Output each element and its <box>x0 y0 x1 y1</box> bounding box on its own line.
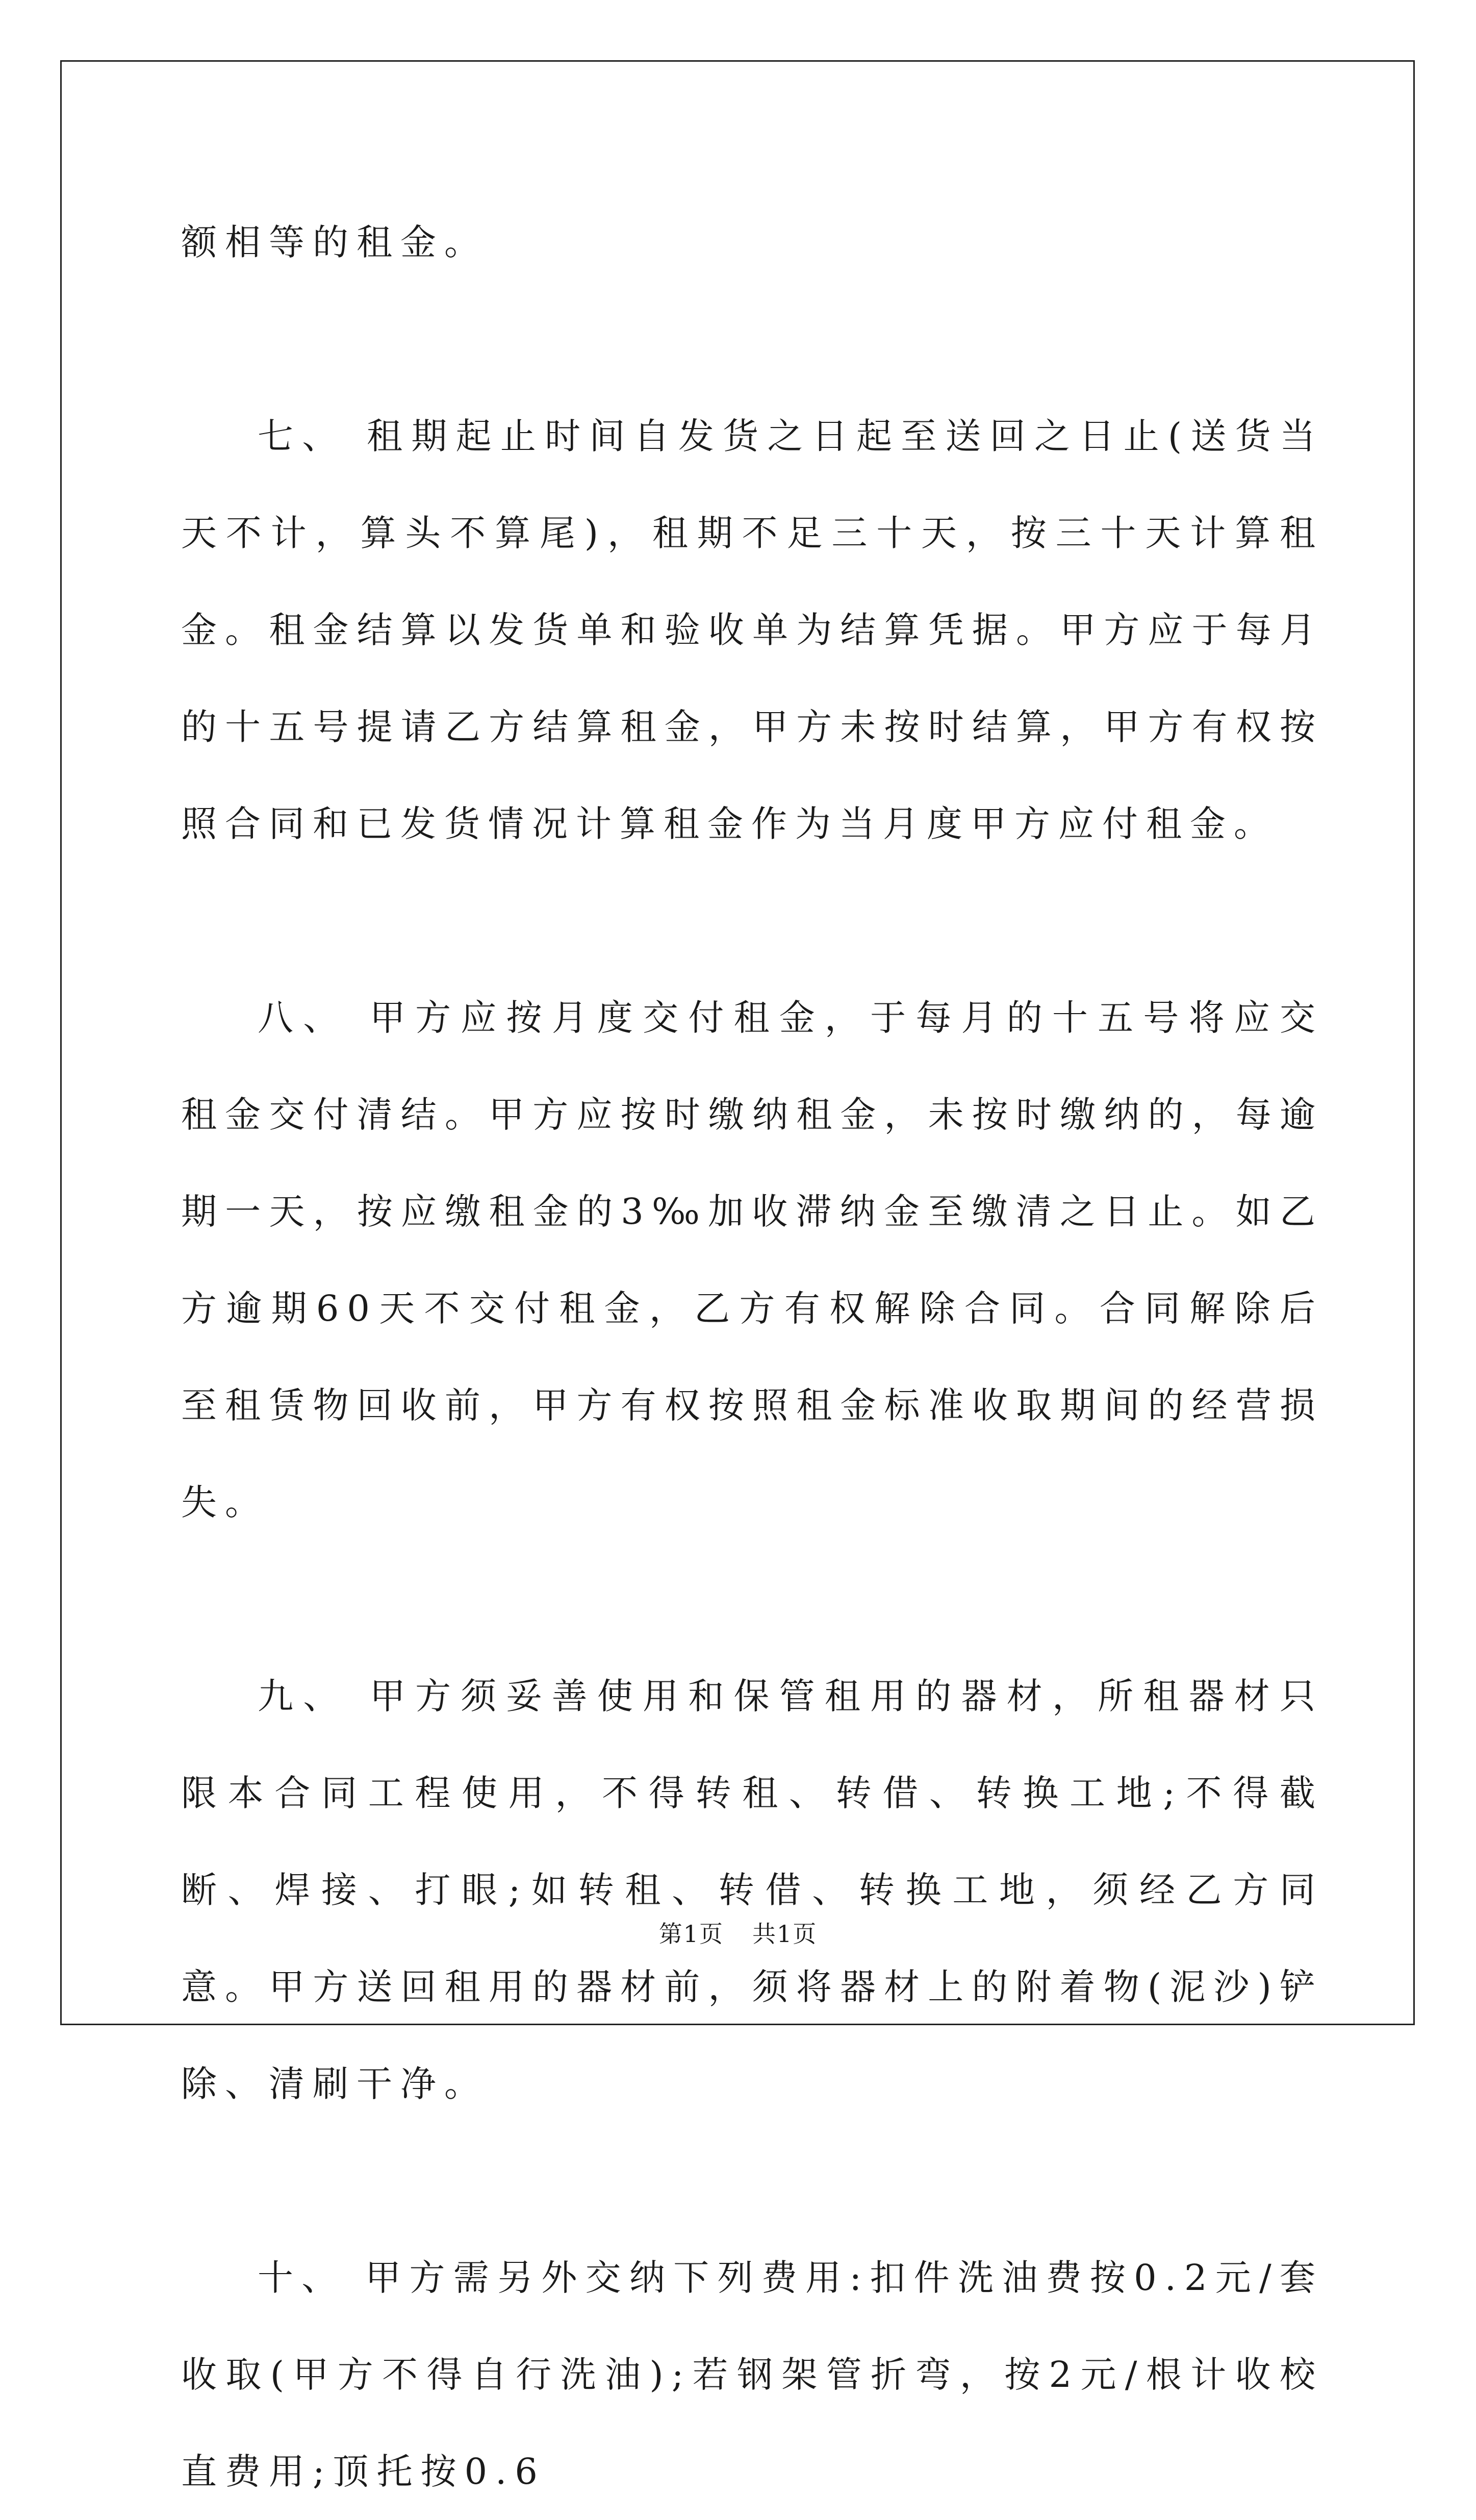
paragraph-gap <box>181 291 1324 388</box>
page-footer <box>0 1916 1476 1949</box>
paragraph-gap <box>181 1551 1324 1648</box>
page-number: 第1页 <box>658 1920 724 1948</box>
paragraph-clause-7: 七、 租期起止时间自发货之日起至送回之日止(送货当天不计，算头不算尾)，租期不足三十天，按三十天计算租金。租金结算以发货单和验收单为结算凭据。甲方应于每月的十五号提请乙方结算租金，甲方未按时结算，甲方有权按照合同和已发货情况计算租金作为当月度甲方应付租金。 <box>181 415 1324 845</box>
paragraph-continuation: 额相等的租金。 <box>181 221 488 263</box>
page-total: 共1页 <box>752 1920 818 1948</box>
paragraph-gap <box>181 2132 1324 2229</box>
paragraph-clause-8: 八、 甲方应按月度交付租金，于每月的十五号将应交租金交付清结。甲方应按时缴纳租金，未按时缴纳的，每逾期一天，按应缴租金的3‰加收滞纳金至缴清之日止。如乙方逾期60天不交付租金，乙方有权解除合同。合同解除后至租赁物回收前，甲方有权按照租金标准收取期间的经营损失。 <box>181 997 1324 1523</box>
paragraph-clause-10: 十、 甲方需另外交纳下列费用:扣件洗油费按0.2元/套收取(甲方不得自行洗油);若钢架管折弯，按2元/根计收校直费用;顶托按0.6 <box>181 2257 1324 2492</box>
document-body <box>181 194 1324 2520</box>
paragraph-gap <box>181 872 1324 969</box>
paragraph-clause-9: 九、 甲方须妥善使用和保管租用的器材，所租器材只限本合同工程使用，不得转租、转借、转换工地;不得截断、焊接、打眼;如转租、转借、转换工地，须经乙方同意。甲方送回租用的器材前，须将器材上的附着物(泥沙)铲除、清刷干净。 <box>181 1675 1324 2105</box>
